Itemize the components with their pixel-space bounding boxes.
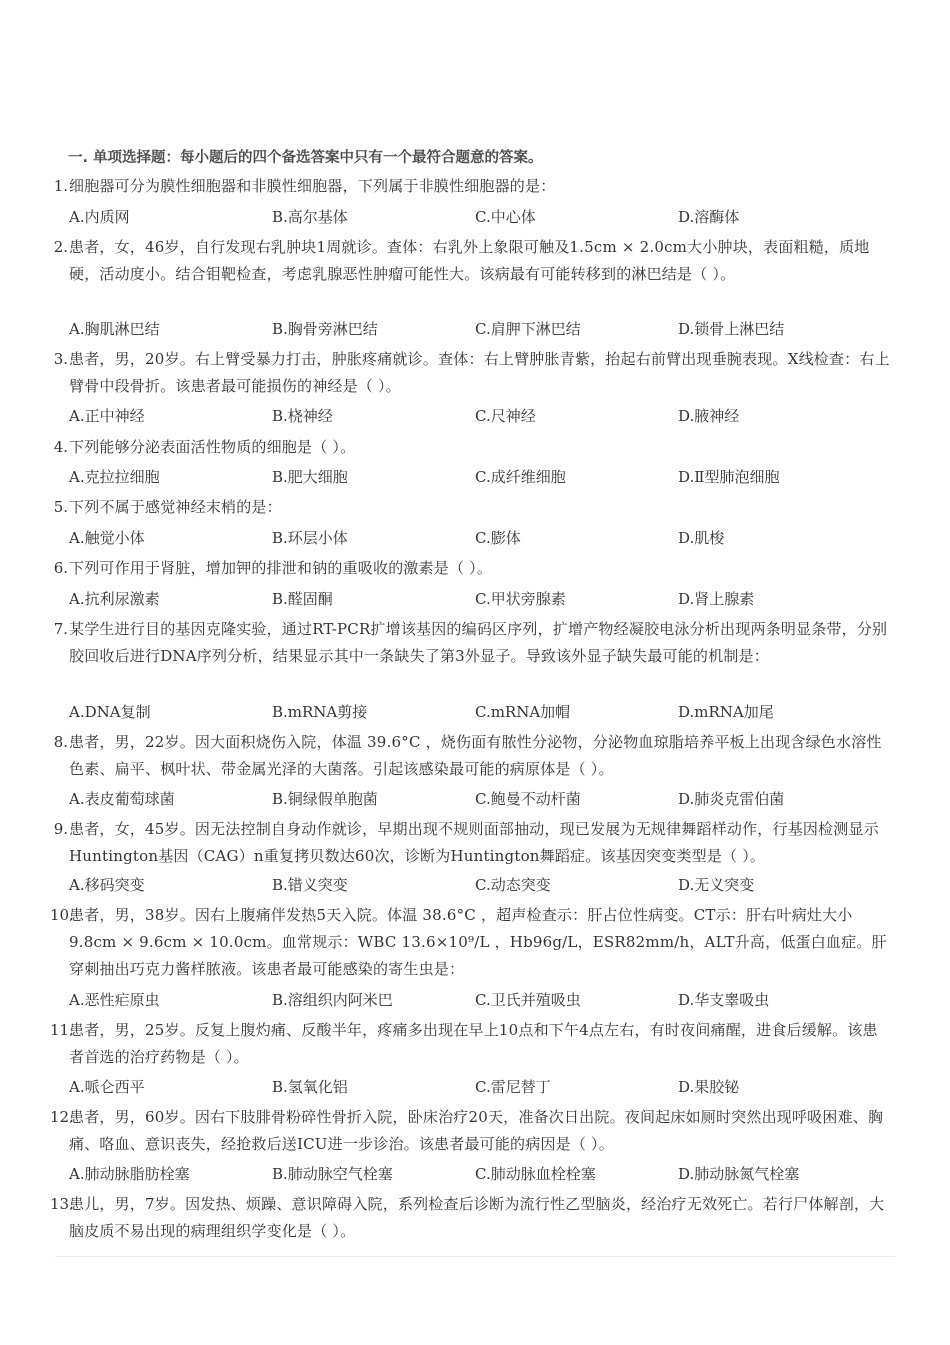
question-number: 12.: [50, 1108, 74, 1126]
option-b[interactable]: B.醛固酮: [272, 590, 333, 608]
option-a[interactable]: A.肺动脉脂肪栓塞: [69, 1165, 190, 1183]
option-a[interactable]: A.表皮葡萄球菌: [69, 790, 175, 808]
option-d[interactable]: D.腋神经: [678, 407, 740, 425]
question-8: [50, 729, 890, 783]
question-number: 6.: [53, 559, 68, 577]
option-b[interactable]: B.mRNA剪接: [272, 703, 368, 721]
option-d[interactable]: D.果胶铋: [678, 1078, 740, 1096]
option-c[interactable]: C.成纤维细胞: [475, 468, 566, 486]
option-d[interactable]: D.Ⅱ型肺泡细胞: [678, 468, 780, 486]
question-2: [50, 234, 890, 288]
question-text: 某学生进行目的基因克隆实验，通过RT-PCR扩增该基因的编码区序列，扩增产物经凝胶电泳分析出现两条明显条带，分别胶回收后进行DNA序列分析，结果显示其中一条缺失了第3外显子。导致该外显子缺失最可能的机制是：: [69, 620, 888, 665]
option-c[interactable]: C.鲍曼不动杆菌: [475, 790, 581, 808]
question-9: [50, 816, 890, 870]
question-4: [50, 434, 890, 461]
question-10: [50, 902, 890, 983]
question-12: [50, 1104, 890, 1158]
option-c[interactable]: C.卫氏并殖吸虫: [475, 991, 581, 1009]
option-b[interactable]: B.氢氧化铝: [272, 1078, 348, 1096]
option-a[interactable]: A.克拉拉细胞: [69, 468, 160, 486]
option-a[interactable]: A.正中神经: [69, 407, 145, 425]
section-title: 一. 单项选择题：每小题后的四个备选答案中只有一个最符合题意的答案。: [68, 150, 543, 166]
option-b[interactable]: B.环层小体: [272, 529, 348, 547]
option-b[interactable]: B.桡神经: [272, 407, 333, 425]
question-number: 8.: [53, 733, 68, 751]
question-text: 患者，男，22岁。因大面积烧伤入院，体温 39.6°C ，烧伤面有脓性分泌物，分泌物血琼脂培养平板上出现含绿色水溶性色素、扁平、枫叶状、带金属光泽的大菌落。引起该感染最可能的病原体是（ ）。: [69, 733, 882, 778]
option-d[interactable]: D.华支睾吸虫: [678, 991, 770, 1009]
question-number: 4.: [53, 438, 68, 456]
option-b[interactable]: B.肺动脉空气栓塞: [272, 1165, 393, 1183]
option-c[interactable]: C.中心体: [475, 208, 536, 226]
question-text: 下列不属于感觉神经末梢的是：: [69, 498, 282, 516]
question-8-options: [69, 788, 889, 810]
question-number: 2.: [53, 238, 68, 256]
question-text: 下列能够分泌表面活性物质的细胞是（ ）。: [69, 438, 356, 456]
question-5: [50, 494, 890, 521]
question-3: [50, 346, 890, 400]
question-2-options: [69, 318, 889, 340]
option-a[interactable]: A.DNA复制: [69, 703, 151, 721]
option-a[interactable]: A.抗利尿激素: [69, 590, 160, 608]
option-b[interactable]: B.溶组织内阿米巴: [272, 991, 393, 1009]
option-d[interactable]: D.无义突变: [678, 876, 755, 894]
question-number: 1.: [53, 177, 68, 195]
option-a[interactable]: A.哌仑西平: [69, 1078, 145, 1096]
question-text: 患儿，男，7岁。因发热、烦躁、意识障碍入院，系列检查后诊断为流行性乙型脑炎，经治疗无效死亡。若行尸体解剖，大脑皮质不易出现的病理组织学变化是（ ）。: [69, 1195, 885, 1240]
question-text: 患者，男，25岁。反复上腹灼痛、反酸半年，疼痛多出现在早上10点和下午4点左右，有时夜间痛醒，进食后缓解。该患者首选的治疗药物是（ ）。: [69, 1021, 878, 1066]
question-6: [50, 555, 890, 582]
question-3-options: [69, 405, 889, 427]
option-b[interactable]: B.胸骨旁淋巴结: [272, 320, 378, 338]
option-b[interactable]: B.高尔基体: [272, 208, 348, 226]
page-bottom-divider: [55, 1256, 895, 1257]
option-c[interactable]: C.mRNA加帽: [475, 703, 571, 721]
option-c[interactable]: C.动态突变: [475, 876, 551, 894]
option-b[interactable]: B.铜绿假单胞菌: [272, 790, 378, 808]
option-d[interactable]: D.肺动脉氮气栓塞: [678, 1165, 800, 1183]
option-b[interactable]: B.肥大细胞: [272, 468, 348, 486]
question-1: [50, 173, 890, 200]
question-number: 9.: [53, 820, 68, 838]
question-text: 患者，男，20岁。右上臂受暴力打击，肿胀疼痛就诊。查体：右上臂肿胀青紫，抬起右前臂出现垂腕表现。X线检查：右上臂骨中段骨折。该患者最可能损伤的神经是（ ）。: [69, 350, 890, 395]
question-text: 患者，女，46岁，自行发现右乳肿块1周就诊。查体：右乳外上象限可触及1.5cm × 2.0cm大小肿块，表面粗糙，质地硬，活动度小。结合钼靶检查，考虑乳腺恶性肿瘤可能性大。该病最有可能转移到的淋巴结是（ ）。: [69, 238, 870, 283]
question-11: [50, 1017, 890, 1071]
option-d[interactable]: D.锁骨上淋巴结: [678, 320, 785, 338]
option-a[interactable]: A.移码突变: [69, 876, 145, 894]
option-d[interactable]: D.mRNA加尾: [678, 703, 774, 721]
option-c[interactable]: C.甲状旁腺素: [475, 590, 566, 608]
question-number: 5.: [53, 498, 68, 516]
question-5-options: [69, 527, 889, 549]
question-number: 11.: [50, 1021, 74, 1039]
option-a[interactable]: A.内质网: [69, 208, 130, 226]
option-a[interactable]: A.胸肌淋巴结: [69, 320, 160, 338]
question-number: 7.: [53, 620, 68, 638]
option-d[interactable]: D.肺炎克雷伯菌: [678, 790, 785, 808]
question-text: 患者，男，60岁。因右下肢腓骨粉碎性骨折入院，卧床治疗20天，准备次日出院。夜间起床如厕时突然出现呼吸困难、胸痛、咯血、意识丧失，经抢救后送ICU进一步诊治。该患者最可能的病因是（ ）。: [69, 1108, 884, 1153]
option-c[interactable]: C.雷尼替丁: [475, 1078, 551, 1096]
option-c[interactable]: C.肩胛下淋巴结: [475, 320, 581, 338]
question-7: [50, 616, 890, 670]
question-text: 细胞器可分为膜性细胞器和非膜性细胞器，下列属于非膜性细胞器的是：: [69, 177, 556, 195]
option-a[interactable]: A.触觉小体: [69, 529, 145, 547]
question-13: [50, 1191, 890, 1245]
question-7-options: [69, 701, 889, 723]
option-c[interactable]: C.膨体: [475, 529, 521, 547]
question-number: 3.: [53, 350, 68, 368]
option-c[interactable]: C.肺动脉血栓栓塞: [475, 1165, 596, 1183]
question-number: 10.: [50, 906, 74, 924]
option-d[interactable]: D.溶酶体: [678, 208, 740, 226]
question-12-options: [69, 1163, 889, 1185]
question-number: 13.: [50, 1195, 74, 1213]
question-9-options: [69, 874, 889, 896]
option-b[interactable]: B.错义突变: [272, 876, 348, 894]
question-text: 患者，男，38岁。因右上腹痛伴发热5天入院。体温 38.6°C ，超声检查示：肝占位性病变。CT示：肝右叶病灶大小9.8cm × 9.6cm × 10.0cm。血常规示：WBC 13.6×10⁹/L ，Hb96g/L，ESR82mm/h，ALT升高，低蛋白血症。肝穿刺抽出巧克力酱样脓液。该患者最可能感染的寄生虫是：: [69, 906, 887, 978]
question-text: 下列可作用于肾脏，增加钾的排泄和钠的重吸收的激素是（ ）。: [69, 559, 493, 577]
option-c[interactable]: C.尺神经: [475, 407, 536, 425]
question-4-options: [69, 466, 889, 488]
question-text: 患者，女，45岁。因无法控制自身动作就诊，早期出现不规则面部抽动，现已发展为无规律舞蹈样动作，行基因检测显示Huntington基因（CAG）n重复拷贝数达60次，诊断为Huntington舞蹈症。该基因突变类型是（ ）。: [69, 820, 879, 865]
option-d[interactable]: D.肌梭: [678, 529, 725, 547]
question-11-options: [69, 1076, 889, 1098]
option-a[interactable]: A.恶性疟原虫: [69, 991, 160, 1009]
option-d[interactable]: D.肾上腺素: [678, 590, 755, 608]
question-10-options: [69, 989, 889, 1011]
question-6-options: [69, 588, 889, 610]
question-1-options: [69, 206, 889, 228]
